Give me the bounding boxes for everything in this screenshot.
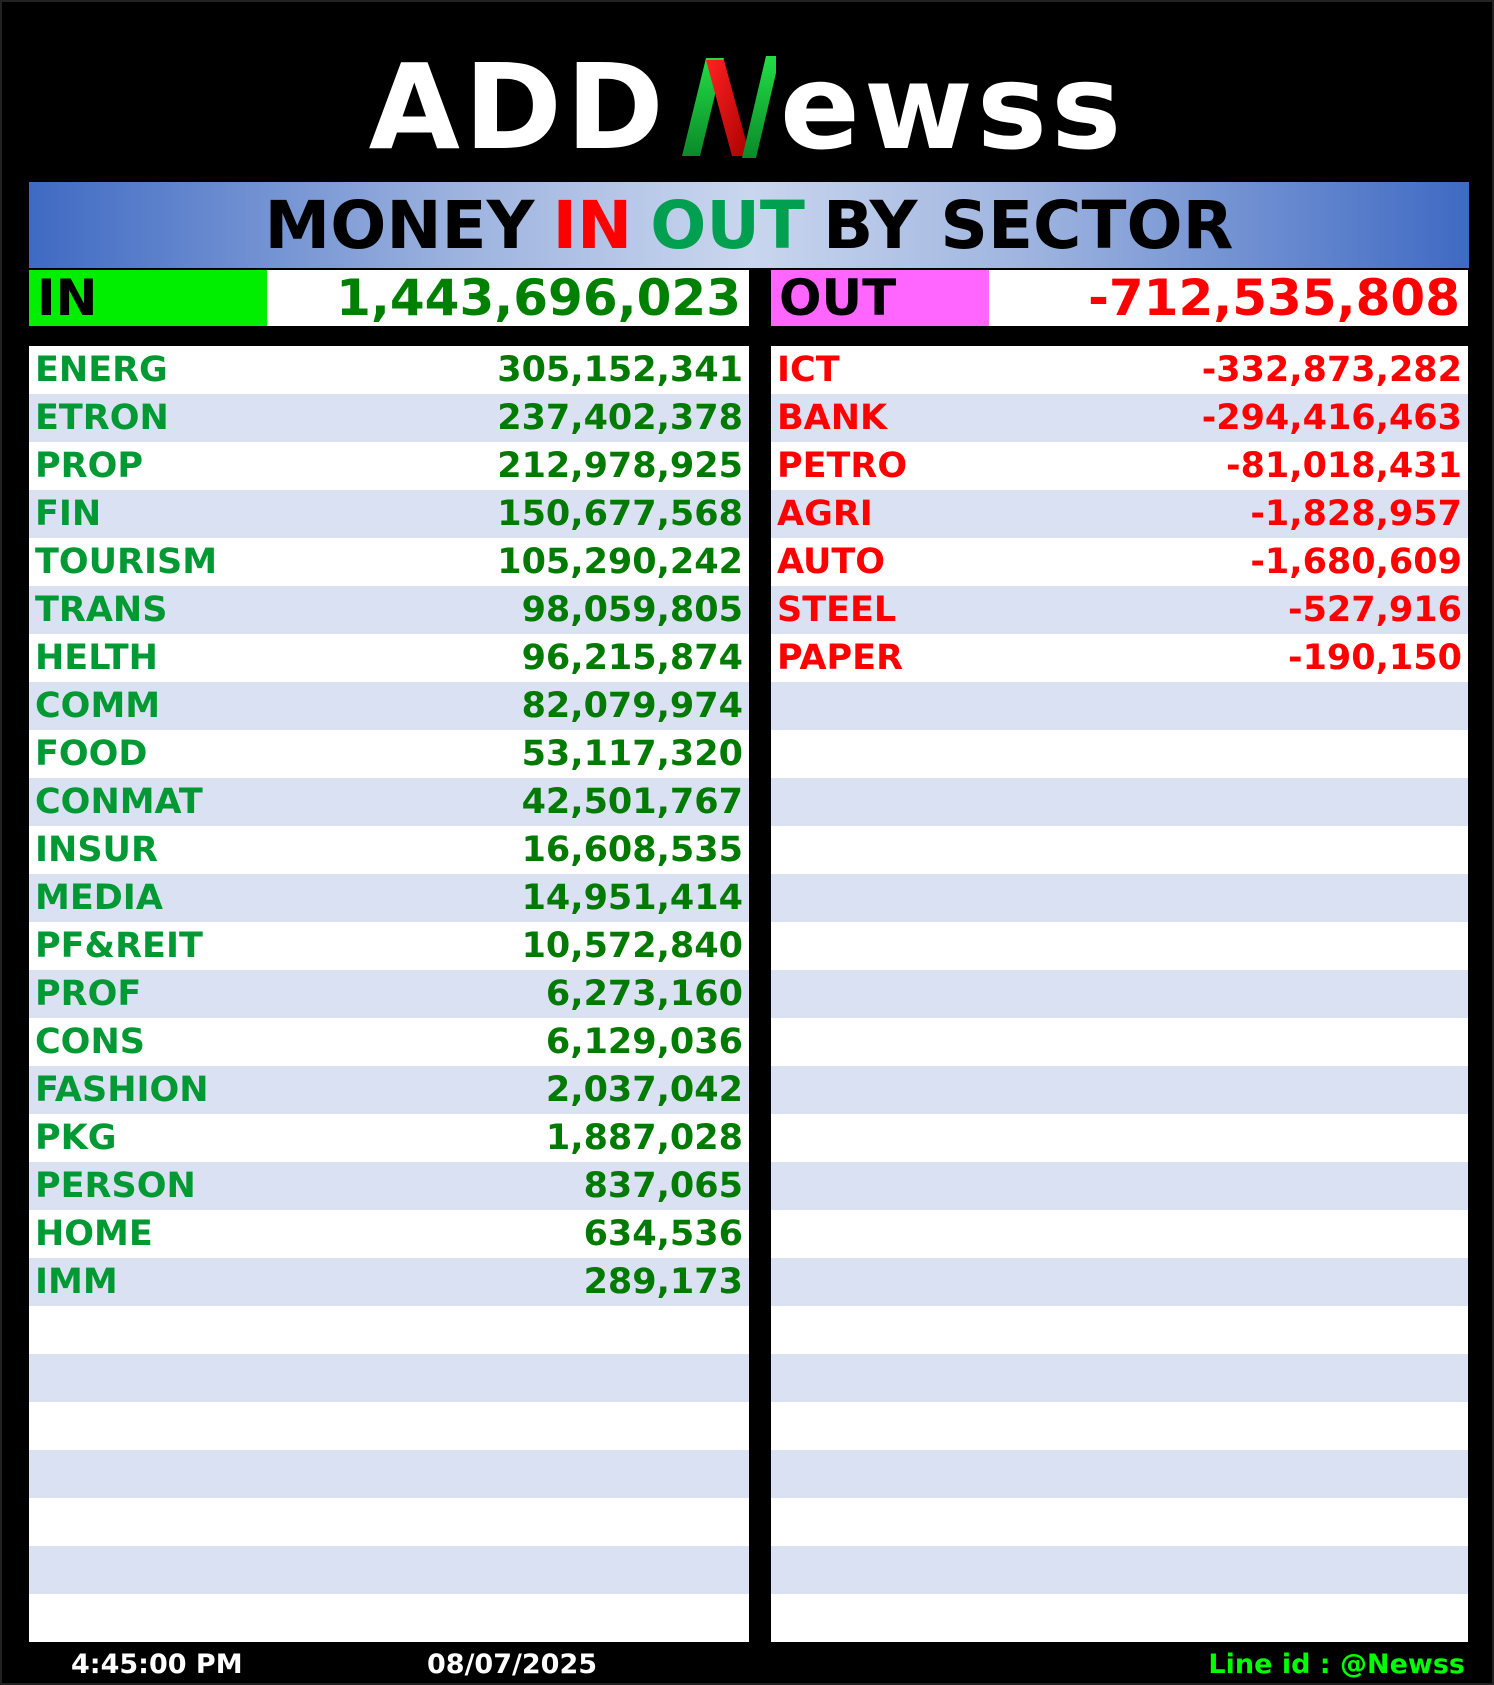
sector-row <box>29 1450 749 1498</box>
sector-value: 6,129,036 <box>545 1022 743 1062</box>
logo-n-icon <box>672 48 776 166</box>
sector-row <box>29 394 749 442</box>
sector-name: PROF <box>35 974 142 1014</box>
sector-name: PROP <box>35 446 144 486</box>
title-money: MONEY <box>264 186 535 264</box>
sector-name: COMM <box>35 686 161 726</box>
sector-row <box>771 1306 1468 1354</box>
sector-row <box>29 1306 749 1354</box>
sector-value: -190,150 <box>1288 638 1462 678</box>
sector-row <box>29 778 749 826</box>
title-by-sector: BY SECTOR <box>822 186 1234 264</box>
sector-row <box>771 538 1468 586</box>
sector-name: PF&REIT <box>35 926 203 966</box>
sector-name: PERSON <box>35 1166 196 1206</box>
sector-name: FIN <box>35 494 102 534</box>
out-sector-list <box>771 346 1468 1642</box>
sector-value: 2,037,042 <box>545 1070 743 1110</box>
sector-row <box>29 970 749 1018</box>
sector-row <box>771 442 1468 490</box>
sector-name: CONMAT <box>35 782 203 822</box>
in-label: IN <box>29 270 267 326</box>
sector-name: HOME <box>35 1214 153 1254</box>
sector-name: PAPER <box>777 638 904 678</box>
sector-row <box>29 1258 749 1306</box>
sector-row <box>29 1162 749 1210</box>
out-label: OUT <box>771 270 989 326</box>
addnewss-logo <box>2 38 1492 176</box>
sector-name: ENERG <box>35 350 168 390</box>
sector-value: 105,290,242 <box>497 542 743 582</box>
sector-row <box>29 874 749 922</box>
sector-row <box>29 538 749 586</box>
sector-name: STEEL <box>777 590 897 630</box>
footer-line-id: Line id : @Newss <box>1208 1648 1465 1680</box>
sector-row <box>771 1594 1468 1642</box>
sector-row <box>29 1402 749 1450</box>
sector-name: IMM <box>35 1262 118 1302</box>
sector-row <box>29 826 749 874</box>
sector-row <box>771 826 1468 874</box>
sector-value: 16,608,535 <box>521 830 743 870</box>
sector-row <box>29 586 749 634</box>
sector-row <box>29 490 749 538</box>
sector-row <box>771 1546 1468 1594</box>
sector-name: FOOD <box>35 734 148 774</box>
sector-value: 1,887,028 <box>545 1118 743 1158</box>
in-total: 1,443,696,023 <box>336 269 741 327</box>
sector-row <box>771 922 1468 970</box>
sector-row <box>29 634 749 682</box>
sector-name: CONS <box>35 1022 145 1062</box>
sector-row <box>29 1114 749 1162</box>
sector-value: 837,065 <box>583 1166 743 1206</box>
sector-value: 6,273,160 <box>545 974 743 1014</box>
sector-value: -527,916 <box>1288 590 1462 630</box>
money-in-panel <box>29 269 749 1302</box>
sector-row <box>29 1354 749 1402</box>
logo-text-left: ADD <box>368 38 668 176</box>
sector-row <box>771 970 1468 1018</box>
sector-row <box>29 730 749 778</box>
sector-row <box>771 778 1468 826</box>
sector-row <box>771 1066 1468 1114</box>
sector-row <box>771 490 1468 538</box>
sector-name: AUTO <box>777 542 886 582</box>
sector-row <box>771 1402 1468 1450</box>
sector-row <box>29 1210 749 1258</box>
sector-value: 96,215,874 <box>521 638 743 678</box>
sector-row <box>771 1498 1468 1546</box>
footer-time: 4:45:00 PM <box>71 1648 243 1680</box>
sector-name: BANK <box>777 398 888 438</box>
sector-row <box>771 634 1468 682</box>
out-total: -712,535,808 <box>1088 269 1460 327</box>
sector-row <box>771 1450 1468 1498</box>
sector-value: 150,677,568 <box>497 494 743 534</box>
sector-value: 82,079,974 <box>521 686 743 726</box>
sector-row <box>29 1546 749 1594</box>
sector-name: TRANS <box>35 590 168 630</box>
sector-row <box>771 874 1468 922</box>
sector-row <box>29 1498 749 1546</box>
sector-row <box>29 346 749 394</box>
sector-value: -332,873,282 <box>1201 350 1462 390</box>
sector-name: TOURISM <box>35 542 218 582</box>
out-summary <box>771 270 1468 326</box>
logo-text-right: ewss <box>779 38 1126 176</box>
sector-name: PKG <box>35 1118 117 1158</box>
title-bar <box>29 182 1469 268</box>
sector-value: 10,572,840 <box>521 926 743 966</box>
title-in: IN <box>552 186 633 264</box>
sector-value: 237,402,378 <box>497 398 743 438</box>
sector-row <box>771 730 1468 778</box>
sector-row <box>771 1210 1468 1258</box>
sector-row <box>771 1114 1468 1162</box>
sector-value: 14,951,414 <box>521 878 743 918</box>
sector-row <box>771 1018 1468 1066</box>
money-out-panel <box>771 269 1468 678</box>
sector-name: PETRO <box>777 446 908 486</box>
sector-row <box>771 1258 1468 1306</box>
sector-row <box>771 1162 1468 1210</box>
sector-row <box>771 1354 1468 1402</box>
sector-row <box>771 682 1468 730</box>
in-sector-list <box>29 346 749 1642</box>
sector-name: ICT <box>777 350 840 390</box>
sector-name: AGRI <box>777 494 873 534</box>
sector-name: MEDIA <box>35 878 163 918</box>
in-summary <box>29 270 749 326</box>
sector-row <box>29 682 749 730</box>
sector-value: 53,117,320 <box>521 734 743 774</box>
sector-value: -1,680,609 <box>1250 542 1462 582</box>
sector-value: 98,059,805 <box>521 590 743 630</box>
sector-value: -294,416,463 <box>1201 398 1462 438</box>
sector-value: -1,828,957 <box>1250 494 1462 534</box>
sector-row <box>771 346 1468 394</box>
sector-value: 634,536 <box>583 1214 743 1254</box>
sector-name: INSUR <box>35 830 158 870</box>
sector-value: 305,152,341 <box>497 350 743 390</box>
sector-row <box>771 586 1468 634</box>
sector-row <box>771 394 1468 442</box>
sector-row <box>29 1594 749 1642</box>
sector-row <box>29 922 749 970</box>
title-out: OUT <box>650 186 805 264</box>
sector-value: 42,501,767 <box>521 782 743 822</box>
sector-name: FASHION <box>35 1070 209 1110</box>
footer <box>29 1646 1469 1682</box>
sector-row <box>29 1066 749 1114</box>
sector-row <box>29 1018 749 1066</box>
sector-value: 289,173 <box>583 1262 743 1302</box>
sector-value: -81,018,431 <box>1226 446 1462 486</box>
sector-name: ETRON <box>35 398 169 438</box>
footer-date: 08/07/2025 <box>427 1648 598 1680</box>
sector-name: HELTH <box>35 638 158 678</box>
sector-value: 212,978,925 <box>497 446 743 486</box>
sector-row <box>29 442 749 490</box>
